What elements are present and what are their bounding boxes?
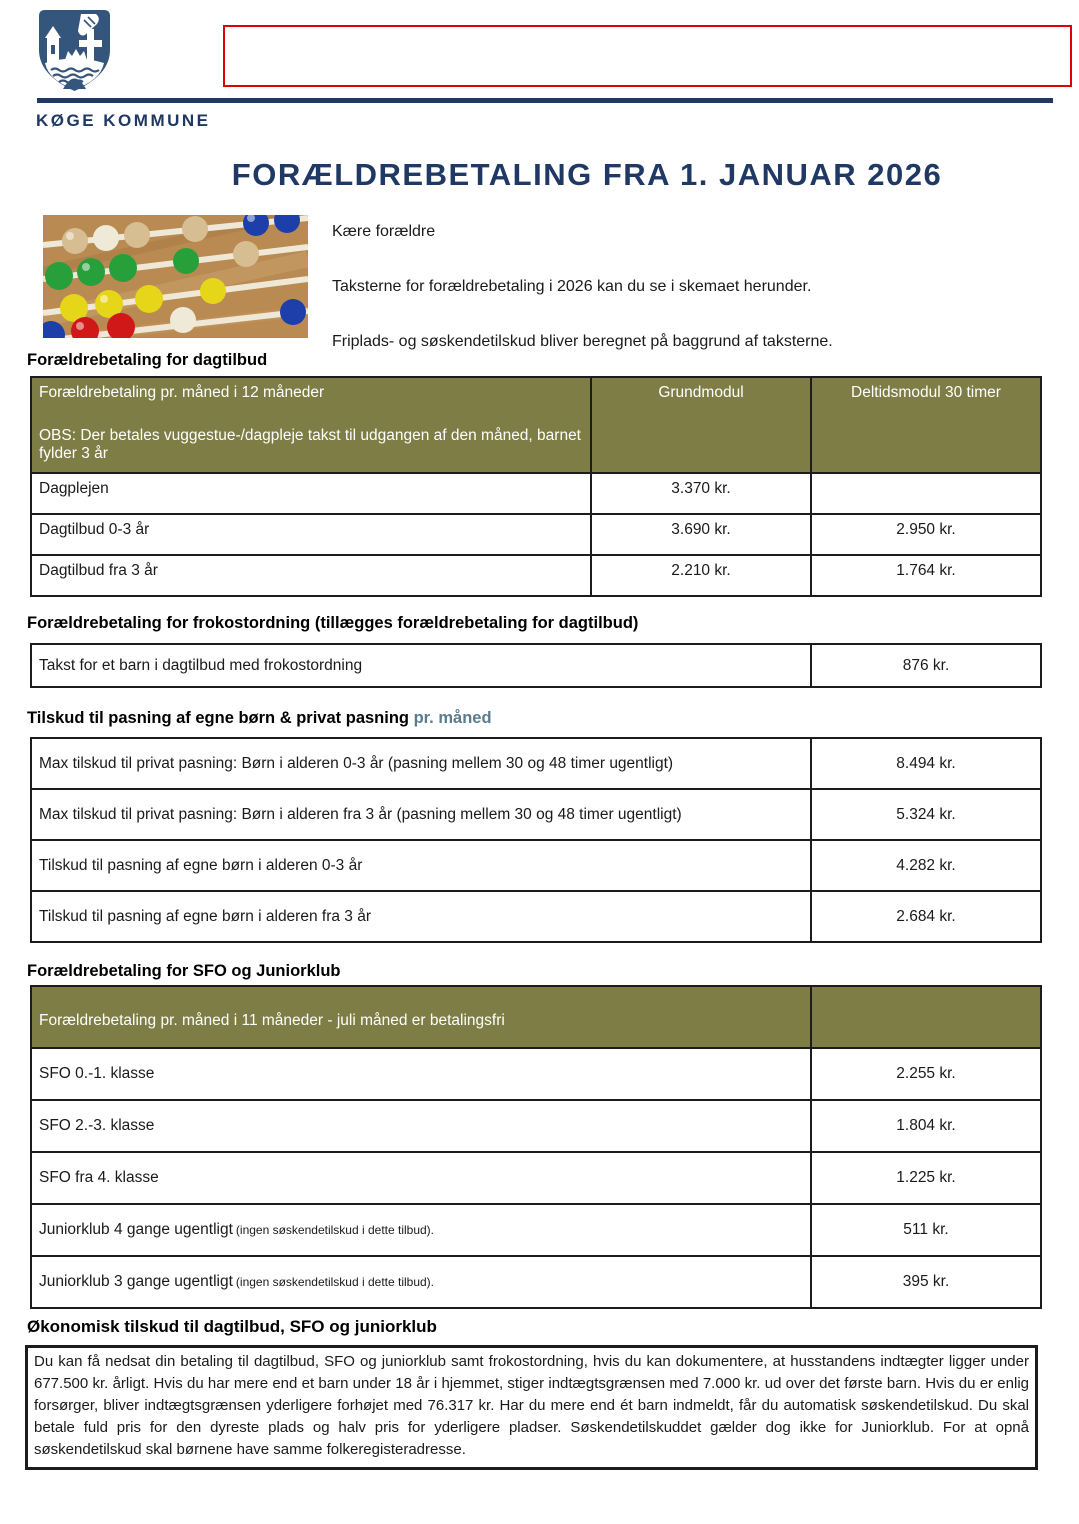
- header-obs-note: OBS: Der betales vuggestue-/dagpleje takst til udgangen af den måned, barnet fylder 3 år: [39, 427, 581, 462]
- table-row: [31, 555, 1041, 596]
- row-value: 5.324 kr.: [811, 789, 1041, 840]
- table-row: [31, 1048, 1041, 1100]
- table-row: [31, 789, 1041, 840]
- table-row: [31, 514, 1041, 555]
- section-heading-sfo: Forældrebetaling for SFO og Juniorklub: [27, 962, 341, 980]
- row-note: (ingen søskendetilskud i dette tilbud).: [235, 1223, 435, 1237]
- koege-kommune-logo-icon: [37, 8, 112, 93]
- row-label: SFO 0.-1. klasse: [39, 1065, 155, 1082]
- deltidsmodul-value: 2.950 kr.: [811, 514, 1041, 555]
- row-value: 876 kr.: [811, 644, 1041, 687]
- row-label: Juniorklub 3 gange ugentligt: [39, 1273, 233, 1290]
- row-label: SFO 2.-3. klasse: [39, 1117, 155, 1134]
- table-row: [31, 1204, 1041, 1256]
- table-row: [31, 644, 1041, 687]
- intro-text: [332, 215, 833, 388]
- row-label: Tilskud til pasning af egne børn i alderen fra 3 år: [31, 891, 811, 942]
- row-label: SFO fra 4. klasse: [39, 1169, 159, 1186]
- heading-accent: pr. måned: [409, 709, 492, 727]
- table-row: [31, 840, 1041, 891]
- row-value: 2.684 kr.: [811, 891, 1041, 942]
- row-label-cell: [31, 1204, 811, 1256]
- table-header-row: [31, 377, 1041, 473]
- row-label: Dagtilbud 0-3 år: [31, 514, 591, 555]
- row-label-cell: [31, 1048, 811, 1100]
- row-value: 511 kr.: [811, 1204, 1041, 1256]
- table-row: [31, 1152, 1041, 1204]
- header-cell-description: Forældrebetaling pr. måned i 11 måneder - juli måned er betalingsfri: [31, 986, 811, 1048]
- table-row: [31, 1100, 1041, 1152]
- row-value: 4.282 kr.: [811, 840, 1041, 891]
- municipality-name: KØGE KOMMUNE: [36, 111, 211, 130]
- table-row: [31, 473, 1041, 514]
- table-row: [31, 738, 1041, 789]
- heading-main: Tilskud til pasning af egne børn & privat pasning: [27, 709, 409, 727]
- header-divider: [37, 98, 1053, 103]
- row-value: 1.804 kr.: [811, 1100, 1041, 1152]
- row-label: Max tilskud til privat pasning: Børn i alderen 0-3 år (pasning mellem 30 og 48 timer ugentligt): [31, 738, 811, 789]
- table-header-row: [31, 986, 1041, 1048]
- section-heading-dagtilbud: Forældrebetaling for dagtilbud: [27, 351, 268, 369]
- row-value: 395 kr.: [811, 1256, 1041, 1308]
- header-title: Forældrebetaling pr. måned i 12 måneder: [39, 384, 325, 401]
- section-heading-frokost: Forældrebetaling for frokostordning (tillægges forældrebetaling for dagtilbud): [27, 614, 639, 632]
- row-label: Dagplejen: [31, 473, 591, 514]
- row-note: (ingen søskendetilskud i dette tilbud).: [235, 1275, 435, 1289]
- grundmodul-value: 2.210 kr.: [591, 555, 811, 596]
- deltidsmodul-value: [811, 473, 1041, 514]
- abacus-photo: [43, 215, 308, 338]
- row-label: Juniorklub 4 gange ugentligt: [39, 1221, 233, 1238]
- row-label: Takst for et barn i dagtilbud med frokostordning: [31, 644, 811, 687]
- grundmodul-value: 3.690 kr.: [591, 514, 811, 555]
- header-cell-grundmodul: Grundmodul: [591, 377, 811, 473]
- row-label-cell: [31, 1152, 811, 1204]
- table-row: [31, 1256, 1041, 1308]
- table-frokost: [30, 643, 1042, 688]
- intro-line1: Taksterne for forældrebetaling i 2026 kan du se i skemaet herunder.: [332, 278, 812, 295]
- row-value: 8.494 kr.: [811, 738, 1041, 789]
- row-label: Tilskud til pasning af egne børn i alderen 0-3 år: [31, 840, 811, 891]
- row-label: Max tilskud til privat pasning: Børn i alderen fra 3 år (pasning mellem 30 og 48 timer ugentligt): [31, 789, 811, 840]
- row-value: 2.255 kr.: [811, 1048, 1041, 1100]
- row-value: 1.225 kr.: [811, 1152, 1041, 1204]
- oekonomisk-info-box: Du kan få nedsat din betaling til dagtilbud, SFO og juniorklub samt frokostordning, hvis du kan dokumentere, at husstandens indtægter ligger under 677.500 kr. årligt. Hvis du har mere end et barn under 18 år i hjemmet, stiger indtægtsgrænsen med 7.000 kr. ud over det første barn. Hvis du er enlig forsørger, bliver indtægtsgrænsen yderligere forhøjet med 76.317 kr. Har du mere end ét barn indmeldt, får du automatisk søskendetilskud. Du skal betale fuld pris for den dyreste plads og halv pris for yderligere pladser. Søskendetilskuddet gælder dog ikke for Juniorklub. For at opnå søskendetilskud skal børnene have samme folkeregisteradresse.: [25, 1345, 1038, 1470]
- intro-greeting: Kære forældre: [332, 223, 436, 240]
- header-cell-deltidsmodul: Deltidsmodul 30 timer: [811, 377, 1041, 473]
- table-tilskud: [30, 737, 1042, 943]
- table-dagtilbud: [30, 376, 1042, 597]
- section-heading-oekonomisk: Økonomisk tilskud til dagtilbud, SFO og juniorklub: [27, 1317, 437, 1336]
- red-highlight-box: [223, 25, 1072, 87]
- row-label: Dagtilbud fra 3 år: [31, 555, 591, 596]
- section-heading-tilskud: [27, 709, 492, 728]
- row-label-cell: [31, 1256, 811, 1308]
- table-sfo: [30, 985, 1042, 1309]
- header-cell-description: [31, 377, 591, 473]
- header-cell-empty: [811, 986, 1041, 1048]
- deltidsmodul-value: 1.764 kr.: [811, 555, 1041, 596]
- row-label-cell: [31, 1100, 811, 1152]
- page-title: FORÆLDREBETALING FRA 1. JANUAR 2026: [231, 157, 943, 192]
- grundmodul-value: 3.370 kr.: [591, 473, 811, 514]
- intro-line2: Friplads- og søskendetilskud bliver beregnet på baggrund af taksterne.: [332, 333, 833, 350]
- table-row: [31, 891, 1041, 942]
